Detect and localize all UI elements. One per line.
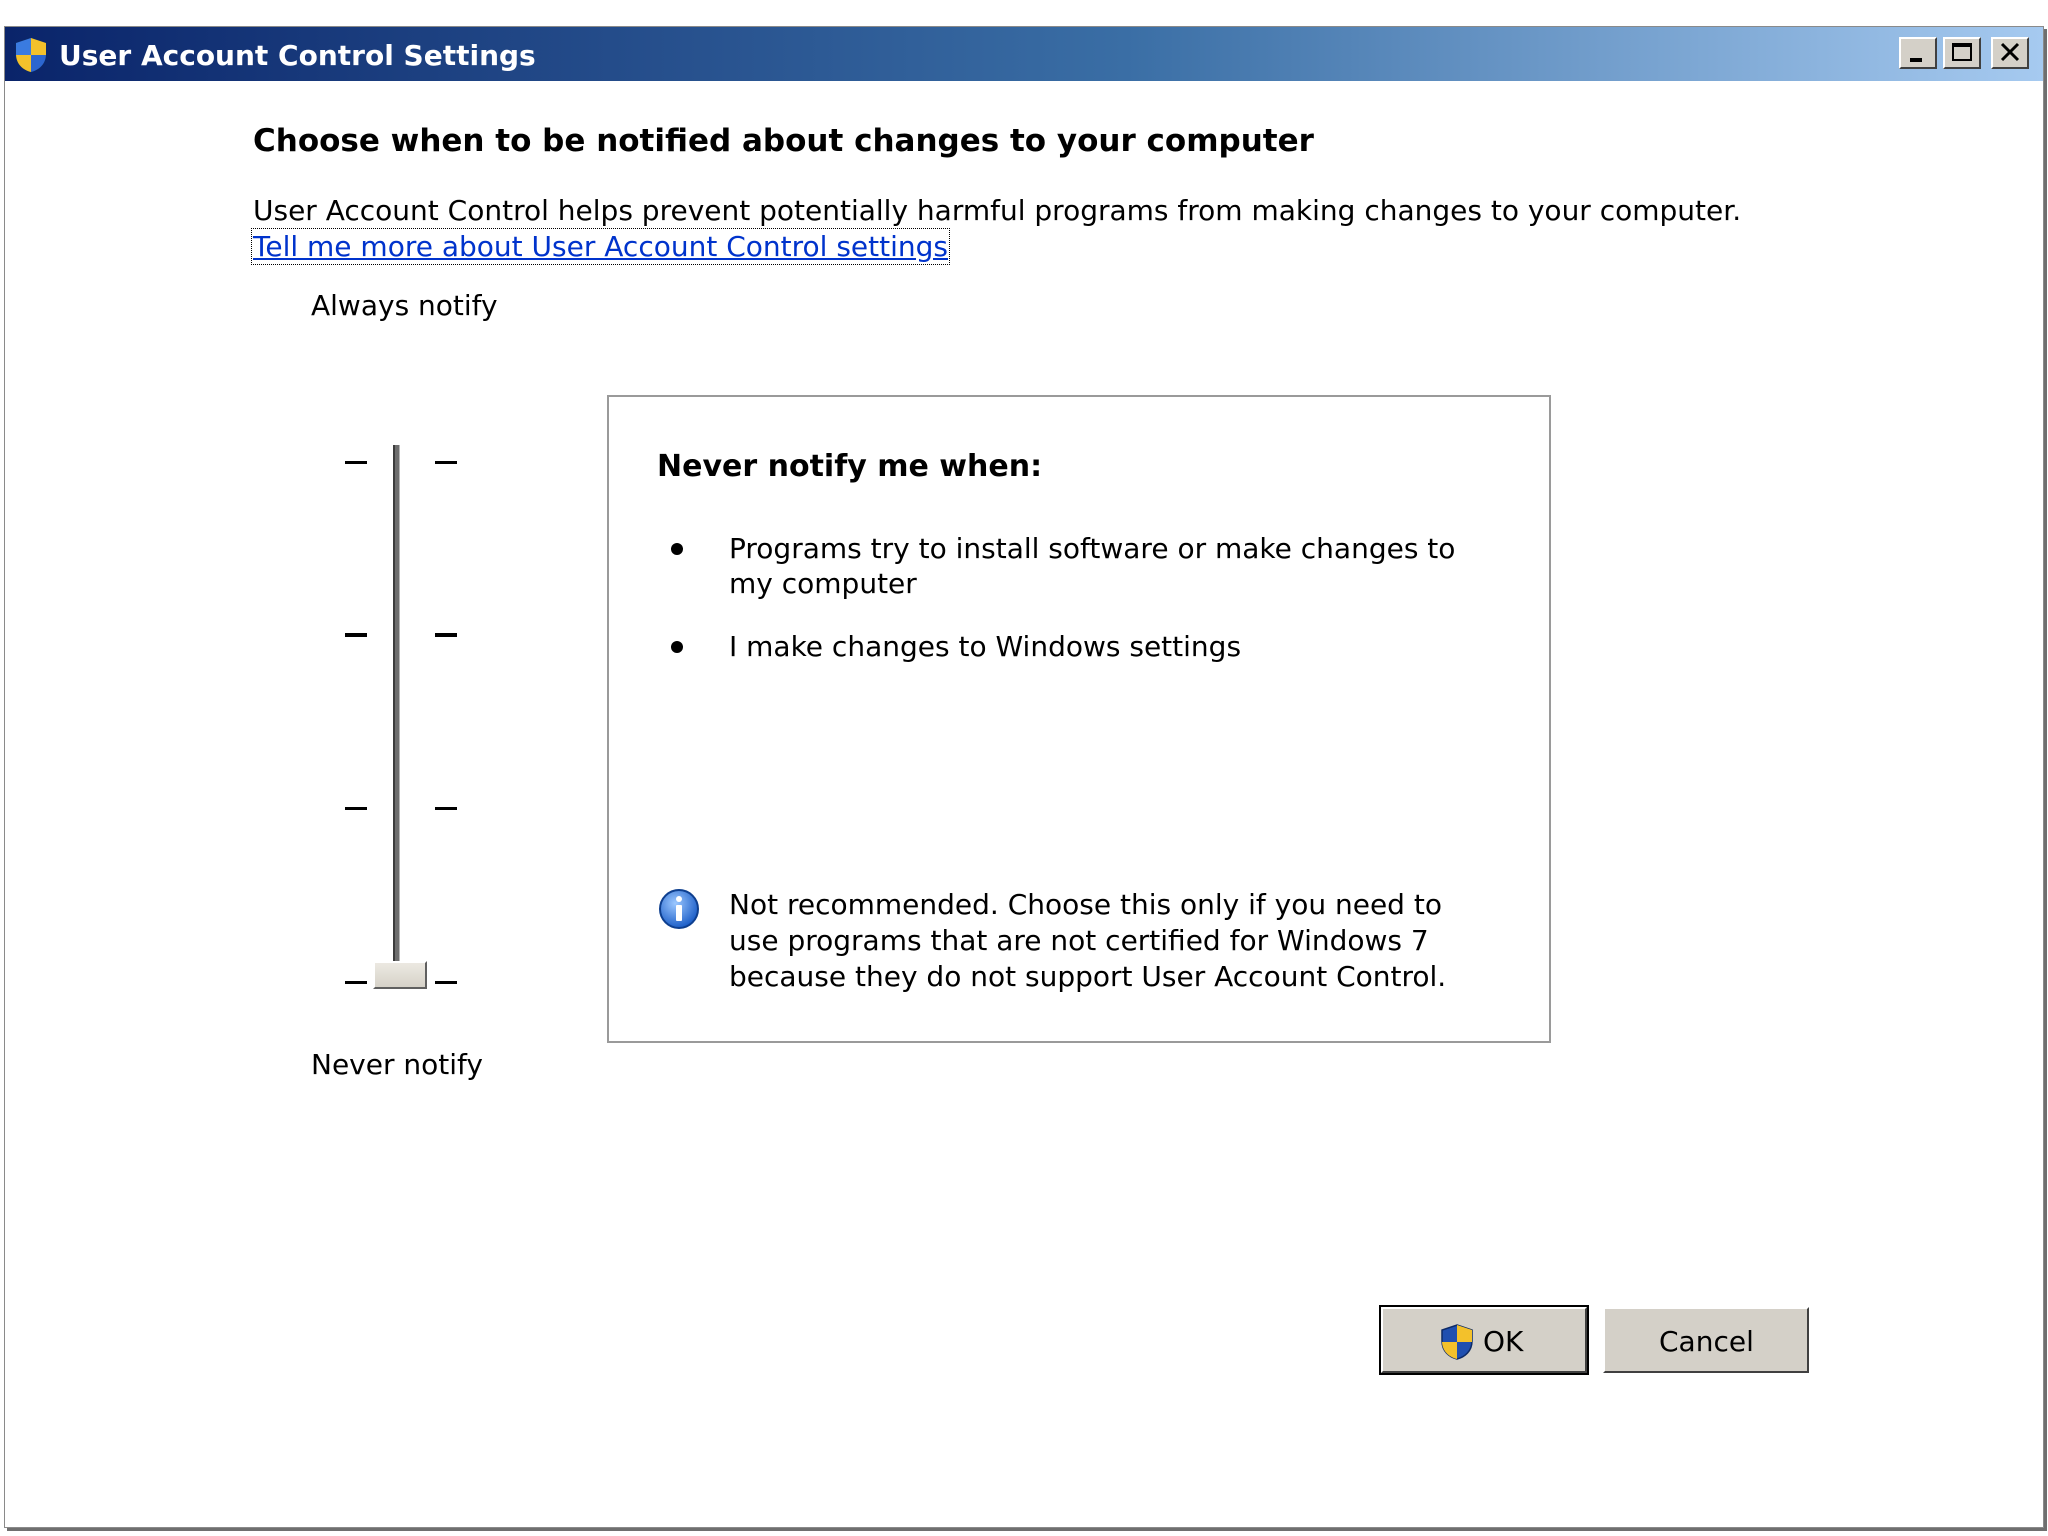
list-item-text: Programs try to install software or make changes to my computer [729,532,1456,600]
cancel-button-label: Cancel [1659,1325,1754,1358]
maximize-icon [1945,39,1979,67]
help-link[interactable]: Tell me more about User Account Control settings [253,230,948,263]
slider-top-label: Always notify [311,289,498,322]
close-button[interactable] [1991,37,2029,69]
uac-settings-window [4,26,2044,1528]
ok-button[interactable] [1381,1307,1587,1373]
slider-tick [345,981,367,984]
panel-title: Never notify me when: [657,449,1043,484]
list-item [669,531,1489,603]
uac-shield-icon [1439,1323,1475,1361]
maximize-button[interactable] [1943,37,1981,69]
uac-shield-icon [13,36,49,74]
slider-track[interactable] [393,445,400,985]
cancel-button[interactable] [1603,1307,1809,1373]
minimize-icon [1901,39,1935,67]
info-icon [657,887,701,931]
bullet-icon [671,543,683,555]
slider-tick [435,633,457,637]
notification-level-slider[interactable] [335,437,475,997]
title-bar[interactable] [5,27,2043,81]
ok-button-label: OK [1483,1325,1524,1358]
slider-tick [345,807,367,810]
close-icon [1993,39,2027,67]
slider-tick [435,981,457,984]
level-description-panel [607,395,1551,1043]
page-heading: Choose when to be notified about changes to your computer [253,123,1314,159]
window-title: User Account Control Settings [59,39,536,72]
slider-bottom-label: Never notify [311,1048,483,1081]
slider-tick [345,633,367,637]
slider-tick [435,807,457,810]
slider-tick [435,461,457,464]
recommendation-note: Not recommended. Choose this only if you need to use programs that are not certified for Windows 7 because they do not support User Account Control. [729,888,1447,993]
description-text: User Account Control helps prevent potentially harmful programs from making changes to your computer. [253,194,1742,227]
slider-thumb[interactable] [373,961,427,989]
minimize-button[interactable] [1899,37,1937,69]
slider-tick [345,461,367,464]
list-item [669,629,1489,665]
bullet-icon [671,641,683,653]
list-item-text: I make changes to Windows settings [729,630,1242,663]
